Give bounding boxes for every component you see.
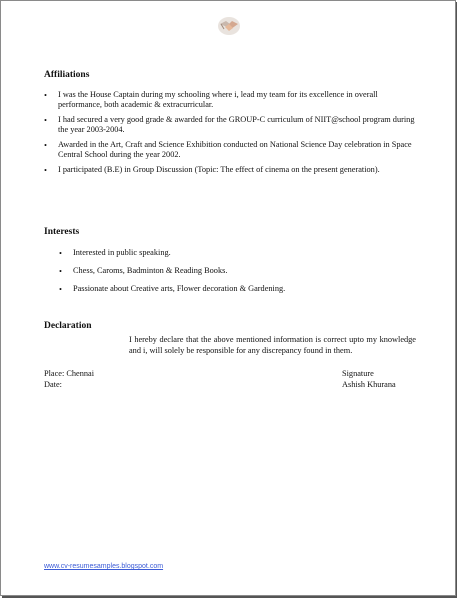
list-item: • Interested in public speaking.	[59, 248, 419, 258]
list-item: • I participated (B.E) in Group Discussion (Topic: The effect of cinema on the present generation).	[44, 165, 416, 175]
list-item: • I had secured a very good grade & awarded for the GROUP-C curriculum of NIIT@school program during the year 2003-2004.	[44, 115, 416, 135]
place-label: Place: Chennai	[44, 369, 94, 378]
handshake-icon	[217, 15, 241, 37]
website-link[interactable]: www.cv-resumesamples.blogspot.com	[44, 563, 164, 570]
list-item: • Chess, Caroms, Badminton & Reading Books.	[59, 266, 419, 276]
interests-list	[59, 248, 419, 302]
signature-label: Signature	[342, 369, 374, 378]
list-item: • I was the House Captain during my schooling where i, lead my team for its excellence in overall performance, both academic & extracurricular.	[44, 90, 416, 110]
interests-heading: Interests	[44, 227, 80, 237]
affiliations-list	[44, 90, 416, 180]
date-label: Date:	[44, 380, 62, 389]
list-item: • Awarded in the Art, Craft and Science Exhibition conducted on National Science Day celebration in Space Central School during the year 2002.	[44, 140, 416, 160]
signature-name: Ashish Khurana	[342, 380, 396, 389]
affiliations-heading: Affiliations	[44, 70, 90, 80]
declaration-heading: Declaration	[44, 321, 92, 331]
declaration-text: I hereby declare that the above mentioned information is correct upto my knowledge and i, will solely be responsible for any discrepancy found in them.	[129, 335, 416, 355]
list-item: • Passionate about Creative arts, Flower decoration & Gardening.	[59, 284, 419, 294]
